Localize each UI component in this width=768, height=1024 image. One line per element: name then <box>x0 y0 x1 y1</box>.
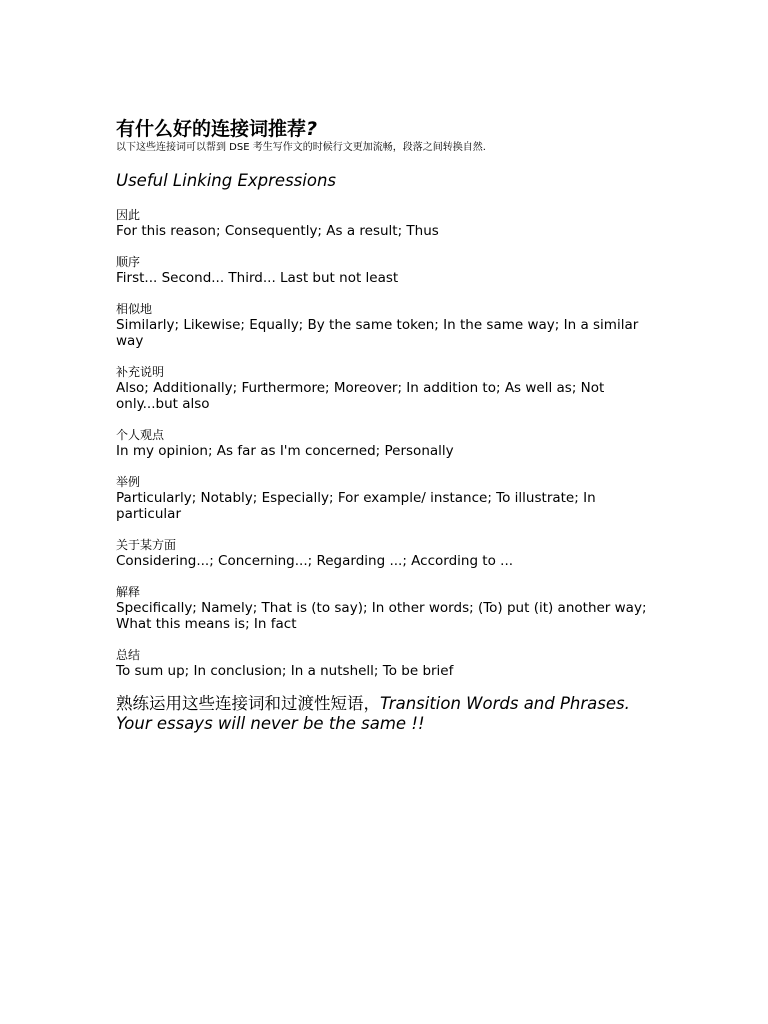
document-subtitle: 以下这些连接词可以帮到 DSE 考生写作文的时候行文更加流畅，段落之间转换自然. <box>116 142 486 153</box>
entry-label: 因此 <box>116 208 141 222</box>
entry-text: For this reason; Consequently; As a result; Thus <box>116 223 439 239</box>
title-question-mark: ? <box>306 118 318 140</box>
entry-label: 解释 <box>116 585 141 599</box>
title-text: 有什么好的连接词推荐 <box>116 118 307 140</box>
section-heading: Useful Linking Expressions <box>116 171 336 190</box>
entry-text: Similarly; Likewise; Equally; By the same token; In the same way; In a similar way <box>116 317 639 349</box>
entry-text: Also; Additionally; Furthermore; Moreover; In addition to; As well as; Not only...but also <box>116 380 605 412</box>
linking-expressions-list <box>116 207 656 679</box>
entry-text: Particularly; Notably; Especially; For example/ instance; To illustrate; In particular <box>116 490 596 522</box>
entry-label: 关于某方面 <box>116 538 177 552</box>
list-item <box>116 474 656 522</box>
list-item <box>116 537 656 569</box>
entry-text: To sum up; In conclusion; In a nutshell; To be brief <box>116 663 454 679</box>
entry-label: 总结 <box>116 648 141 662</box>
closing-statement <box>116 694 656 734</box>
entry-text: Specifically; Namely; That is (to say); In other words; (To) put (it) another way; What this means is; In fact <box>116 600 647 632</box>
entry-label: 顺序 <box>116 255 141 269</box>
closing-en-text: Transition Words and Phrases. Your essays will never be the same !! <box>116 694 630 733</box>
closing-cn-text: 熟练运用这些连接词和过渡性短语， <box>116 694 380 713</box>
entry-label: 补充说明 <box>116 365 165 379</box>
list-item <box>116 427 656 459</box>
list-item <box>116 584 656 632</box>
entry-label: 举例 <box>116 475 141 489</box>
document-page <box>116 117 656 734</box>
entry-text: Considering...; Concerning...; Regarding ...; According to ... <box>116 553 514 569</box>
list-item <box>116 647 656 679</box>
entry-text: First... Second... Third... Last but not least <box>116 270 399 286</box>
document-title <box>116 117 656 141</box>
entry-label: 个人观点 <box>116 428 165 442</box>
list-item <box>116 254 656 286</box>
list-item <box>116 207 656 239</box>
entry-label: 相似地 <box>116 302 153 316</box>
entry-text: In my opinion; As far as I'm concerned; Personally <box>116 443 454 459</box>
list-item <box>116 364 656 412</box>
list-item <box>116 301 656 349</box>
